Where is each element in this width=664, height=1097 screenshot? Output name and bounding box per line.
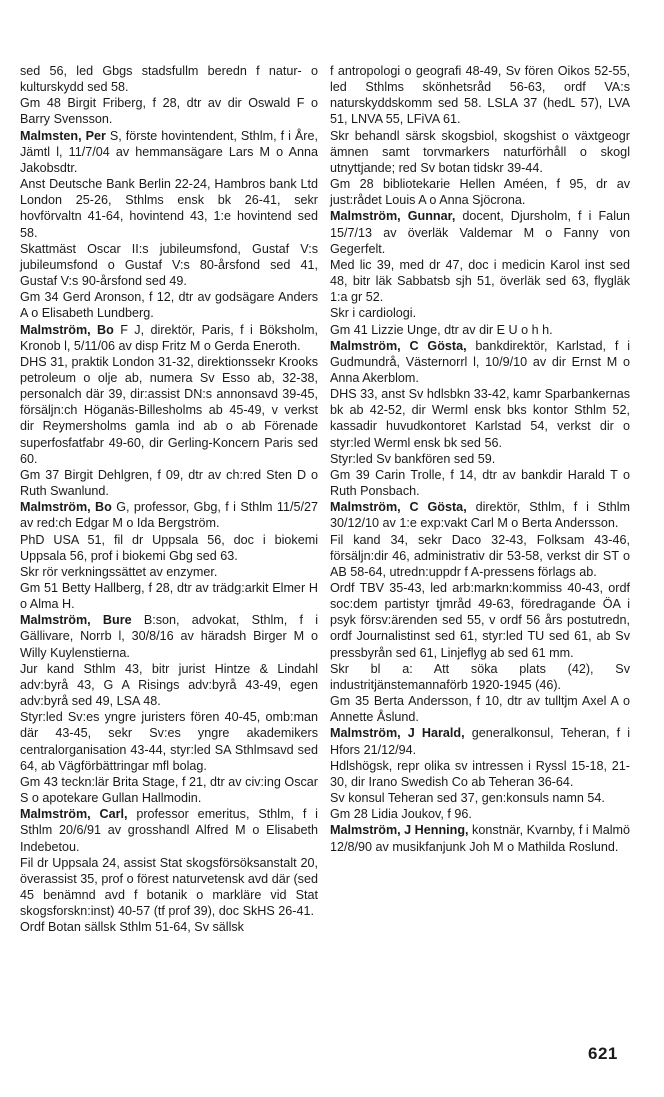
entry-heading-paragraph (330, 338, 630, 386)
entry-paragraph (20, 855, 318, 920)
entry-text: sed 56, led Gbgs stadsfullm beredn f natur- o kulturskydd sed 58. (20, 64, 318, 95)
entry-text: Gm 51 Betty Hallberg, f 28, dtr av trädg:arkit Elmer H o Alma H. (20, 581, 318, 612)
entry-heading-paragraph (330, 822, 630, 854)
entry-heading-paragraph (330, 208, 630, 256)
entry-text: Styr:led Sv:es yngre juristers fören 40-45, omb:man där 43-45, sekr Sv:es yngre akademikers centralorganisation 43-44, styr:led SA Sthlmsavd sed 64, ab Vägförbättringar mfl bolag. (20, 710, 318, 773)
entry-paragraph (330, 176, 630, 208)
entry-paragraph (20, 532, 318, 564)
entry-paragraph (330, 661, 630, 693)
entry-text: generalkonsul, Teheran, f i Hfors 21/12/94. (330, 726, 630, 757)
entry-paragraph (20, 467, 318, 499)
entry-text: Gm 34 Gerd Aronson, f 12, dtr av godsägare Anders A o Elisabeth Lundberg. (20, 290, 318, 321)
entry-paragraph (20, 289, 318, 321)
entry-text: DHS 33, anst Sv hdlsbkn 33-42, kamr Sparbankernas bk ab 42-52, dir Werml ensk bks kontor Sthlm 52, kassadir huvudkontoret Karlstad 54, verkst dir o styr:led Werml ensk bk sed 56. (330, 387, 630, 450)
right-column (330, 63, 630, 855)
entry-paragraph (330, 532, 630, 580)
page-number: 621 (588, 1044, 618, 1063)
person-name: Malmsten, Per (20, 128, 106, 143)
entry-text: Gm 48 Birgit Friberg, f 28, dtr av dir Oswald F o Barry Svensson. (20, 96, 318, 127)
entry-paragraph (20, 661, 318, 709)
person-name: Malmström, Gunnar, (330, 209, 456, 224)
entry-text: Gm 43 teckn:lär Brita Stage, f 21, dtr av civ:ing Oscar S o apotekare Gullan Hallmodin. (20, 774, 318, 806)
entry-text: bankdirektör, Karlstad, f i Gudmundrå, Västernorrl l, 10/9/10 av dir Ernst M o Anna Akerblom. (330, 338, 630, 385)
entry-text: f antropologi o geografi 48-49, Sv fören Oikos 52-55, led Sthlms skönhetsråd 56-63, ordf VA:s naturskyddskomm sed 58. LSLA 37 (hedL 57), LVA 51, LNVA 55, LFiVA 61. (330, 64, 630, 127)
person-name: Malmström, C Gösta, (330, 338, 467, 353)
entry-paragraph (20, 241, 318, 289)
entry-paragraph (330, 806, 630, 822)
entry-text: Fil kand 34, sekr Daco 32-43, Folksam 43-46, försäljn:dir 46, administrativ dir 53-58, verkst dir ST o AB 58-64, utredn:uppdr f A-pressens förlags ab. (330, 532, 630, 579)
entry-heading-paragraph (330, 725, 630, 757)
entry-paragraph (330, 257, 630, 305)
entry-text: F J, direktör, Paris, f i Böksholm, Kronob l, 5/11/06 av disp Fritz M o Gerda Eneroth. (20, 322, 319, 353)
person-name: Malmström, Bo (20, 322, 114, 337)
entry-text: Med lic 39, med dr 47, doc i medicin Karol inst sed 48, bitr läk Sabbatsb sjh 51, överläk sed 63, flygläk 1:a gr 52. (330, 257, 630, 305)
person-name: Malmström, Bo (20, 500, 112, 515)
entry-paragraph (330, 451, 630, 467)
entry-text: Jur kand Sthlm 43, bitr jurist Hintze & Lindahl adv:byrå 43, G A Risings adv:byrå 43-49, egen adv:byrå sed 49, LSA 48. (20, 661, 318, 709)
entry-heading-paragraph (20, 128, 318, 176)
entry-paragraph (20, 95, 318, 127)
entry-text: Skattmäst Oscar II:s jubileumsfond, Gustaf V:s jubileumsfond o Gustaf V:s 80-årsfond sed 41, Gustaf V:s 90-årsfond sed 49. (20, 241, 318, 289)
entry-text: Hdlshögsk, repr olika sv intressen i Ryssl 15-18, 21-30, dir Irano Swedish Co ab Teheran 36-64. (330, 758, 630, 789)
entry-text: Gm 39 Carin Trolle, f 14, dtr av bankdir Harald T o Ruth Ponsbach. (330, 467, 630, 499)
entry-text: professor emeritus, Sthlm, f i Sthlm 20/6/91 av grosshandl Alfred M o Elisabeth Indebetou. (20, 807, 318, 854)
entry-heading-paragraph (20, 322, 318, 354)
entry-text: Gm 28 Lidia Joukov, f 96. (330, 807, 472, 822)
entry-text: Gm 37 Birgit Dehlgren, f 09, dtr av ch:red Sten D o Ruth Swanlund. (20, 467, 318, 499)
entry-text: S, förste hovintendent, Sthlm, f i Åre, Jämtl l, 11/7/04 av hemmansägare Lars M o Anna Jakobsdtr. (20, 128, 318, 175)
entry-text: docent, Djursholm, f i Falun 15/7/13 av överläk Valdemar M o Fanny von Gegerfelt. (330, 209, 630, 256)
entry-text: direktör, Sthlm, f i Sthlm 30/12/10 av 1:e exp:vakt Carl M o Berta Andersson. (330, 500, 630, 531)
entry-paragraph (20, 176, 318, 241)
person-name: Malmström, Bure (20, 613, 132, 628)
entry-heading-paragraph (20, 806, 318, 854)
entry-text: Anst Deutsche Bank Berlin 22-24, Hambros bank Ltd London 25-26, Sthlms ensk bk 26-41, sekr hovförvaltn 41-64, hovintend 43, 1:e hovintend sed 58. (20, 177, 318, 240)
entry-text: Styr:led Sv bankfören sed 59. (330, 451, 496, 466)
entry-text: Fil dr Uppsala 24, assist Stat skogsförsöksanstalt 20, överassist 35, prof o förest naturvetensk avd där (sed 45 benämnd avd f botanik o markläre vid Stat skogsforskn:inst) 40-57 (tf prof 39), doc SkHS 26-41. (20, 855, 318, 919)
entry-paragraph (330, 790, 630, 806)
entry-paragraph (330, 322, 630, 338)
entry-paragraph (20, 63, 318, 95)
entry-text: Gm 35 Berta Andersson, f 10, dtr av tulltjm Axel A o Annette Åslund. (330, 694, 630, 725)
entry-text: Sv konsul Teheran sed 37, gen:konsuls namn 54. (330, 791, 605, 806)
entry-text: konstnär, Kvarnby, f i Malmö 12/8/90 av musikfanjunk Joh M o Mathilda Roslund. (330, 823, 631, 854)
entry-text: G, professor, Gbg, f i Sthlm 11/5/27 av red:ch Edgar M o Ida Bergström. (20, 500, 319, 531)
person-name: Malmström, J Harald, (330, 726, 465, 741)
entry-paragraph (20, 580, 318, 612)
entry-paragraph (20, 919, 318, 935)
entry-paragraph (20, 354, 318, 467)
entry-text: Gm 41 Lizzie Unge, dtr av dir E U o h h. (330, 322, 553, 337)
entry-text: Skr i cardiologi. (330, 306, 417, 321)
entry-paragraph (20, 564, 318, 580)
entry-text: B:son, advokat, Sthlm, f i Gällivare, Norrb l, 30/8/16 av häradsh Birger M o Willy Kuylenstierna. (20, 613, 318, 660)
entry-text: Ordf TBV 35-43, led arb:markn:kommiss 40-43, ordf soc:dem partistyr tjmråd 49-63, föredragande ÖA i psyk försv:ärenden sed 55, v ordf 56 års postutredn, ordf Journalistinst sed 61, styr:led TU sed 61, ab Sv pressbyrån sed 61, Linjeflyg ab sed 61 mm. (330, 581, 630, 660)
entry-paragraph (330, 305, 630, 321)
left-column (20, 63, 318, 935)
person-name: Malmström, C Gösta, (330, 500, 467, 515)
entry-paragraph (330, 758, 630, 790)
entry-text: DHS 31, praktik London 31-32, direktionssekr Krooks petroleum o olje ab, numera Sv Esso ab, 32-38, personalch där 39, dir:assist DN:s annonsavd 39-45, försäljn:ch Höganäs-Billesholms ab 45-49, v verkst dir Reymersholms gamla ind ab o ab Förenade superfosfatfabr 49-60, dir Gerling-Koncern Paris sed 60. (20, 354, 318, 466)
entry-heading-paragraph (20, 612, 318, 660)
entry-paragraph (20, 709, 318, 774)
entry-text: Skr rör verkningssättet av enzymer. (20, 564, 218, 579)
entry-paragraph (330, 63, 630, 128)
entry-paragraph (330, 128, 630, 176)
entry-paragraph (330, 386, 630, 451)
person-name: Malmström, J Henning, (330, 823, 469, 838)
entry-paragraph (20, 774, 318, 806)
entry-text: Skr bl a: Att söka plats (42), Sv industritjänstemannaförb 1920-1945 (46). (330, 661, 630, 692)
entry-text: Ordf Botan sällsk Sthlm 51-64, Sv sällsk (20, 920, 244, 935)
entry-paragraph (330, 580, 630, 661)
person-name: Malmström, Carl, (20, 807, 128, 822)
entry-text: Skr behandl särsk skogsbiol, skogshist o växtgeogr ämnen samt torvmarkers naturförhåll o skogl utnyttjande; red Sv botan tidskr 39-44. (330, 128, 630, 175)
entry-paragraph (330, 693, 630, 725)
entry-heading-paragraph (20, 499, 318, 531)
entry-heading-paragraph (330, 499, 630, 531)
entry-paragraph (330, 467, 630, 499)
entry-text: PhD USA 51, fil dr Uppsala 56, doc i biokemi Uppsala 56, prof i biokemi Gbg sed 63. (20, 532, 318, 563)
entry-text: Gm 28 bibliotekarie Hellen Améen, f 95, dr av just:rådet Louis A o Anna Sjöcrona. (330, 177, 630, 208)
